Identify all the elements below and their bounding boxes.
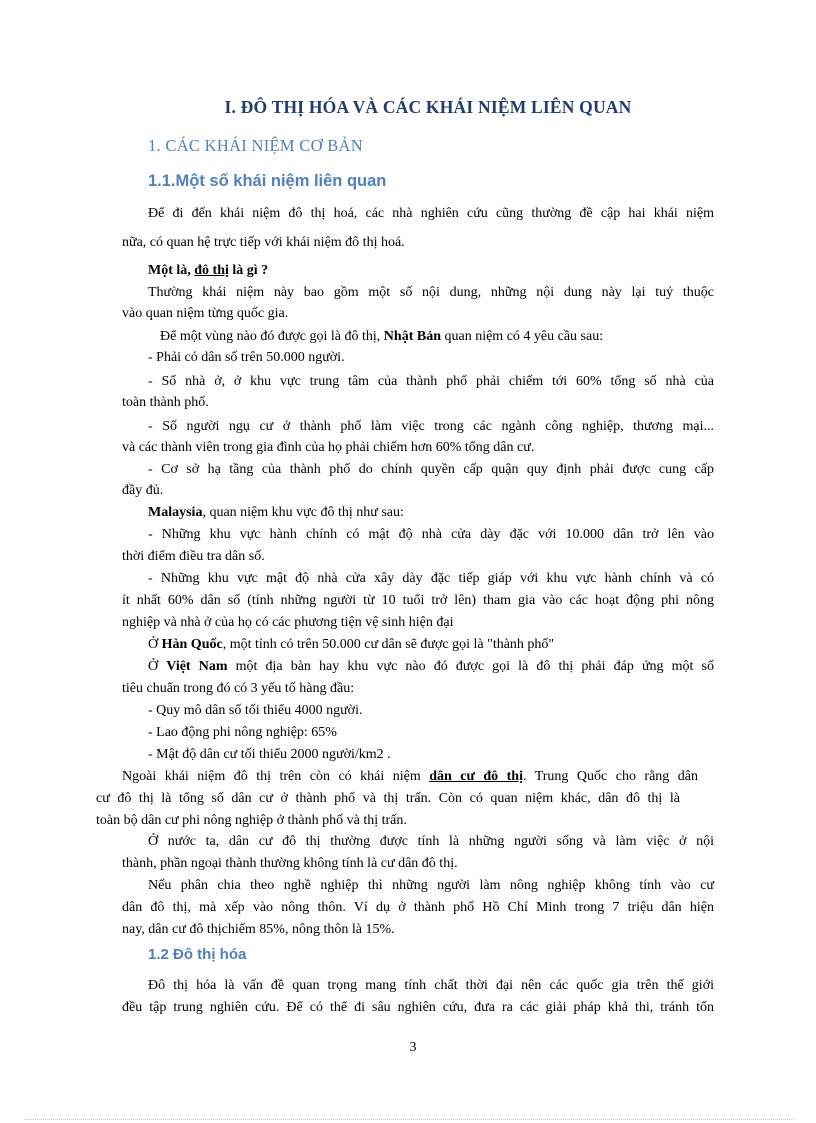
usually-line-1: Thường khái niệm này bao gồm một số nội dung, những nội dung này lại tuỷ thuộc xyxy=(148,285,714,300)
urban-residents-line-2: cư đô thị là tổng số dân cư ở thành phố và thị trấn. Còn có quan niệm khác, dân đô thị là xyxy=(96,791,680,806)
korea-paragraph: Ở Hàn Quốc, một tỉnh có trên 50.000 cư dân sẽ được gọi là "thành phố" xyxy=(148,637,555,652)
our-country-line-1: Ở nước ta, dân cư đô thị thường được tính là những người sống và làm việc ở nội xyxy=(148,834,714,849)
subsection-heading-1-2: 1.2 Đô thị hóa xyxy=(148,946,247,963)
main-heading: I. ĐÔ THỊ HÓA VÀ CÁC KHÁI NIỆM LIÊN QUAN xyxy=(224,97,632,117)
malaysia-item-2-line-1: - Những khu vực mật độ nhà cửa xây dày đặc tiếp giáp với khu vực hành chính và có xyxy=(148,571,714,586)
vietnam-criterion-3: - Mật độ dân cư tối thiểu 2000 người/km2 . xyxy=(148,747,391,762)
japan-item-4-line-2: đầy đủ. xyxy=(122,483,164,498)
vietnam-line-2: tiêu chuẩn trong đó có 3 yếu tố hàng đầu: xyxy=(122,681,355,696)
urban-residents-line-3: toàn bộ dân cư phi nông nghiệp ở thành phố và thị trấn. xyxy=(96,813,407,828)
subsection-heading-1-1: 1.1.Một số khái niệm liên quan xyxy=(148,172,387,190)
japan-item-1: - Phải có dân số trên 50.000 người. xyxy=(148,350,345,365)
section-heading-1: 1. CÁC KHÁI NIỆM CƠ BẢN xyxy=(148,136,363,155)
urbanization-line-2: đều tập trung nghiên cứu. Để có thể đi sâu nghiên cứu, đưa ra các giải pháp khả thi, tránh tổn xyxy=(122,1000,714,1015)
intro-line-1: Để đi đến khái niệm đô thị hoá, các nhà nghiên cứu cũng thường đề cập hai khái niệm xyxy=(148,206,714,221)
japan-item-2-line-1: - Số nhà ở, ở khu vực trung tâm của thành phố phải chiếm tới 60% tổng số nhà của xyxy=(148,374,714,389)
intro-line-2: nữa, có quan hệ trực tiếp với khái niệm đô thị hoá. xyxy=(122,235,405,250)
malaysia-intro: Malaysia, quan niệm khu vực đô thị như sau: xyxy=(148,505,404,520)
term-do-thi: đô thị xyxy=(194,263,229,278)
japan-intro: Để một vùng nào đó được gọi là đô thị, Nhật Bản quan niệm có 4 yêu cầu sau: xyxy=(160,329,604,344)
occupation-line-3: nay, dân cư đô thịchiếm 85%, nông thôn là 15%. xyxy=(122,922,395,937)
term-dan-cu-do-thi: dân cư đô thị xyxy=(429,769,523,784)
japan-item-3-line-1: - Số người ngụ cư ở thành phố làm việc trong các ngành công nghiệp, thương mại... xyxy=(148,419,714,434)
japan-item-2-line-2: toàn thành phố. xyxy=(122,395,209,410)
page-bottom-divider xyxy=(24,1119,794,1120)
occupation-line-2: dân đô thị, mà xếp vào nông thôn. Ví dụ ở thành phố Hồ Chí Minh trong 7 triệu dân hiện xyxy=(122,900,714,915)
vietnam-line-1: Ở Việt Nam một địa bàn hay khu vực nào đó được gọi là đô thị phải đáp ứng một số xyxy=(148,659,714,674)
vietnam-criterion-2: - Lao động phi nông nghiệp: 65% xyxy=(148,725,337,740)
vietnam-criterion-1: - Quy mô dân số tối thiểu 4000 người. xyxy=(148,703,363,718)
malaysia-item-2-line-3: nghiệp và nhà ở của họ có các phương tiện vệ sinh hiện đại xyxy=(122,615,454,630)
malaysia-item-2-line-2: ít nhất 60% dân số (tính những người từ 10 tuổi trở lên) tham gia vào các hoạt động phi nông xyxy=(122,593,714,608)
japan-item-3-line-2: và các thành viên trong gia đình của họ phải chiếm hơn 60% tổng dân cư. xyxy=(122,440,535,455)
malaysia-item-1-line-2: thời điểm điều tra dân số. xyxy=(122,549,265,564)
occupation-line-1: Nếu phân chia theo nghề nghiệp thì những người làm nông nghiệp không tính vào cư xyxy=(148,878,714,893)
page-number: 3 xyxy=(409,1040,417,1055)
definition-question: Một là, đô thị là gì ? xyxy=(148,263,269,278)
japan-item-4-line-1: - Cơ sở hạ tầng của thành phố do chính quyền cấp quận quy định phải được cung cấp xyxy=(148,462,714,477)
usually-line-2: vào quan niệm từng quốc gia. xyxy=(122,306,289,321)
urban-residents-line-1: Ngoài khái niệm đô thị trên còn có khái niệm dân cư đô thị. Trung Quốc cho rằng dân xyxy=(122,769,698,784)
malaysia-item-1-line-1: - Những khu vực hành chính có mật độ nhà cửa dày đặc với 10.000 dân trở lên vào xyxy=(148,527,714,542)
urbanization-line-1: Đô thị hóa là vấn đề quan trọng mang tính chất thời đại nên các quốc gia trên thế giới xyxy=(148,978,714,993)
our-country-line-2: thành, phần ngoại thành thường không tính là cư dân đô thị. xyxy=(122,856,458,871)
